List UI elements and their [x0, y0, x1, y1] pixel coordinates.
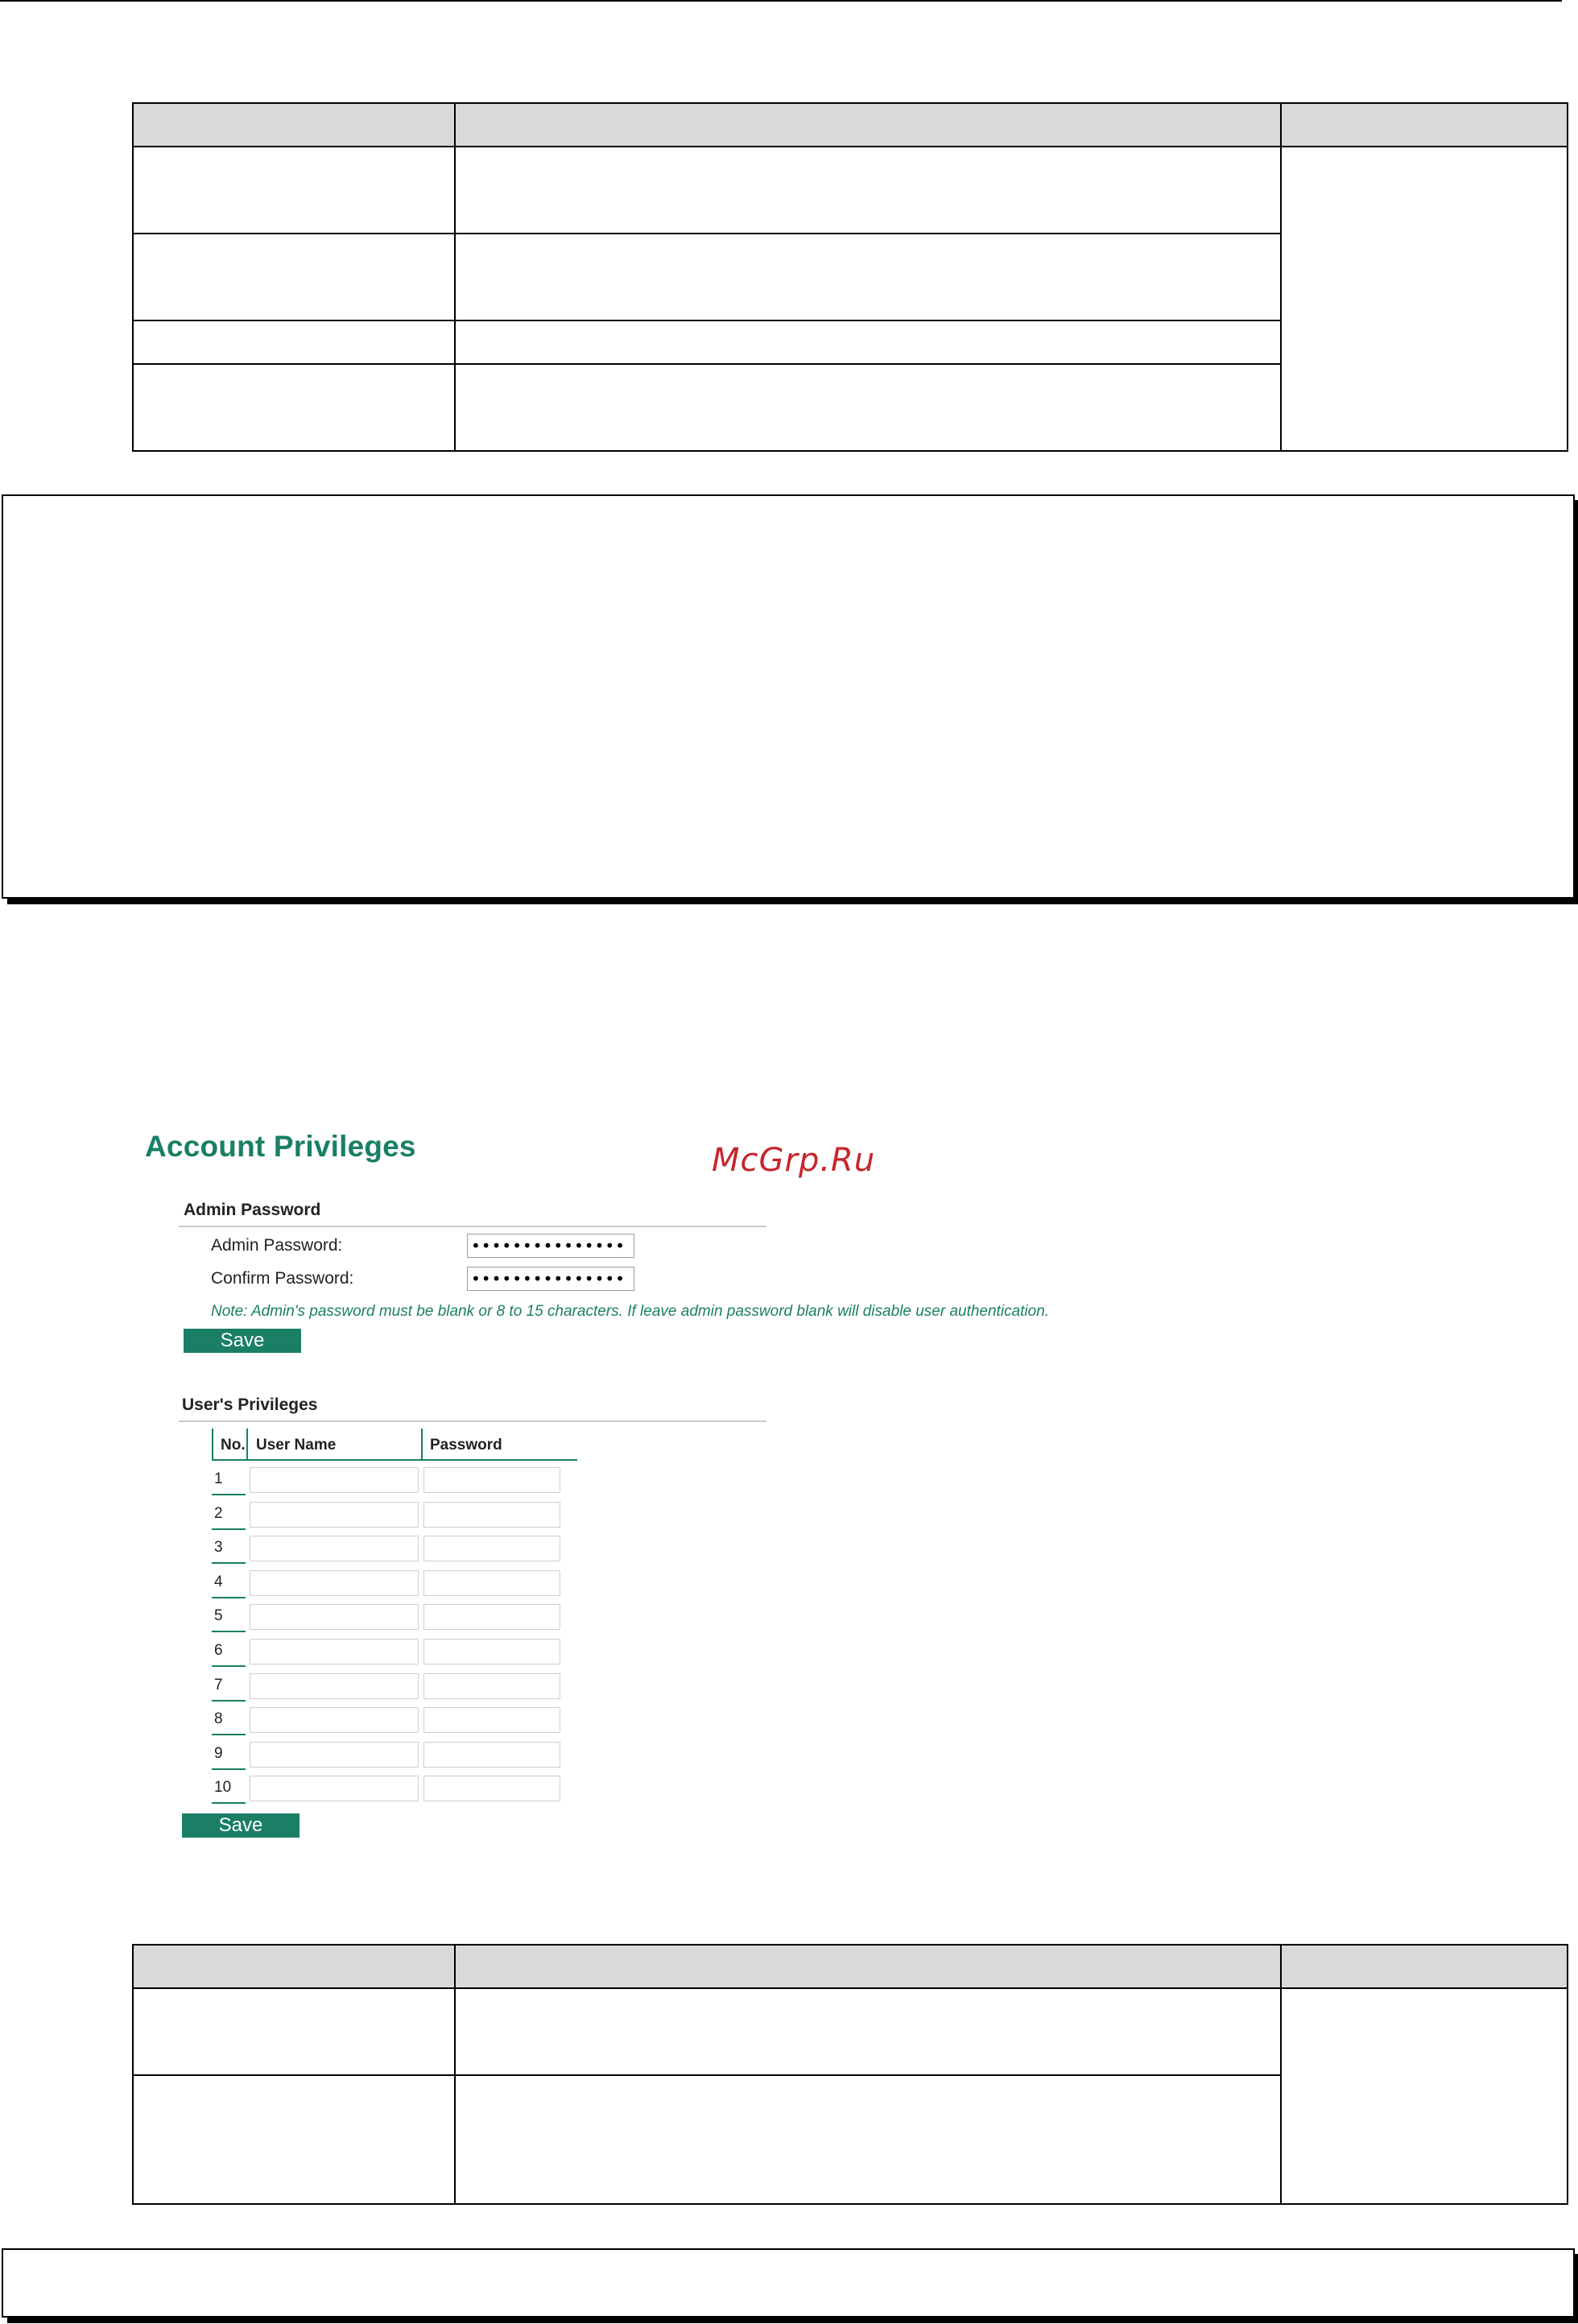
row-number-underline: [212, 1562, 246, 1564]
spec-table-bottom: [132, 1944, 1568, 2205]
table-cell: [455, 364, 1281, 451]
table-cell: [455, 1988, 1281, 2075]
user-row-number: 2: [214, 1505, 223, 1522]
header-cell-description: [455, 103, 1281, 147]
table-cell: [133, 2075, 455, 2204]
column-header-password: Password: [430, 1437, 502, 1454]
watermark: McGrp.Ru: [712, 1142, 876, 1179]
user-row-number: 7: [214, 1677, 223, 1693]
section-divider: [179, 1226, 766, 1227]
user-name-input[interactable]: [250, 1604, 419, 1630]
section-divider: [179, 1420, 766, 1422]
column-header-no: No.: [221, 1437, 246, 1454]
user-row-number: 1: [214, 1470, 223, 1487]
row-number-underline: [212, 1768, 246, 1770]
user-password-input[interactable]: [423, 1604, 560, 1630]
users-privileges-section-heading: User's Privileges: [182, 1396, 318, 1414]
row-number-underline: [212, 1700, 246, 1702]
user-row-number: 5: [214, 1607, 223, 1624]
user-password-input[interactable]: [423, 1570, 560, 1596]
admin-password-label: Admin Password:: [211, 1236, 343, 1255]
user-row-number: 9: [214, 1745, 223, 1762]
header-cell-setting: [133, 103, 455, 147]
table-cell-merged: [1281, 1988, 1568, 2204]
header-cell-setting: [133, 1945, 455, 1988]
table-row: [133, 147, 1568, 234]
user-name-input[interactable]: [250, 1673, 419, 1699]
note-box: [2, 2248, 1575, 2318]
page-title: Account Privileges: [145, 1130, 416, 1163]
row-number-underline: [212, 1631, 246, 1632]
row-number-underline: [212, 1802, 246, 1804]
table-cell: [455, 2075, 1281, 2204]
header-underline: [212, 1459, 577, 1461]
header-cell-factory-default: [1281, 1945, 1568, 1988]
row-number-underline: [212, 1494, 246, 1495]
user-password-input[interactable]: [423, 1742, 560, 1768]
table-header-row: [133, 103, 1568, 147]
user-name-input[interactable]: [250, 1776, 419, 1801]
header-cell-description: [455, 1945, 1281, 1988]
user-name-input[interactable]: [250, 1742, 419, 1768]
row-number-underline: [212, 1665, 246, 1667]
user-row-number: 3: [214, 1539, 223, 1556]
user-name-input[interactable]: [250, 1467, 419, 1493]
users-save-button[interactable]: Save: [182, 1813, 299, 1838]
user-password-input[interactable]: [423, 1776, 560, 1801]
table-cell: [133, 1988, 455, 2075]
admin-password-note: Note: Admin's password must be blank or 8 to 15 characters. If leave admin password blank will disable user authentication.: [211, 1303, 1050, 1320]
user-password-input[interactable]: [423, 1707, 560, 1733]
user-password-input[interactable]: [423, 1536, 560, 1561]
user-row-number: 8: [214, 1710, 223, 1727]
confirm-password-input[interactable]: •••••••••••••••: [467, 1267, 634, 1291]
admin-save-button[interactable]: Save: [184, 1329, 301, 1353]
admin-password-input[interactable]: •••••••••••••••: [467, 1234, 634, 1258]
admin-password-section-heading: Admin Password: [184, 1201, 321, 1219]
user-row-number: 6: [214, 1642, 223, 1659]
table-cell: [133, 147, 455, 234]
user-password-input[interactable]: [423, 1502, 560, 1528]
user-row-number: 4: [214, 1573, 223, 1590]
user-password-input[interactable]: [423, 1673, 560, 1699]
table-cell: [455, 147, 1281, 234]
table-cell-merged: [1281, 147, 1568, 451]
user-password-input[interactable]: [423, 1467, 560, 1493]
table-cell: [133, 364, 455, 451]
user-name-input[interactable]: [250, 1639, 419, 1664]
row-number-underline: [212, 1734, 246, 1735]
header-cell-factory-default: [1281, 103, 1568, 147]
row-number-underline: [212, 1528, 246, 1530]
user-password-input[interactable]: [423, 1639, 560, 1664]
confirm-password-label: Confirm Password:: [211, 1269, 354, 1288]
table-cell: [133, 320, 455, 364]
table-cell: [455, 234, 1281, 320]
column-divider: [421, 1429, 423, 1461]
row-number-underline: [212, 1597, 246, 1598]
user-name-input[interactable]: [250, 1536, 419, 1561]
table-cell: [133, 234, 455, 320]
spec-table-top: [132, 102, 1568, 452]
note-box: [2, 494, 1575, 899]
user-name-input[interactable]: [250, 1707, 419, 1733]
column-header-user-name: User Name: [256, 1437, 337, 1454]
table-header-row: [133, 1945, 1568, 1988]
user-name-input[interactable]: [250, 1570, 419, 1596]
user-name-input[interactable]: [250, 1502, 419, 1528]
user-row-number: 10: [214, 1779, 232, 1796]
table-row: [133, 1988, 1568, 2075]
table-cell: [455, 320, 1281, 364]
column-divider: [212, 1429, 213, 1461]
page-top-rule: [0, 0, 1562, 2]
column-divider: [246, 1429, 248, 1461]
